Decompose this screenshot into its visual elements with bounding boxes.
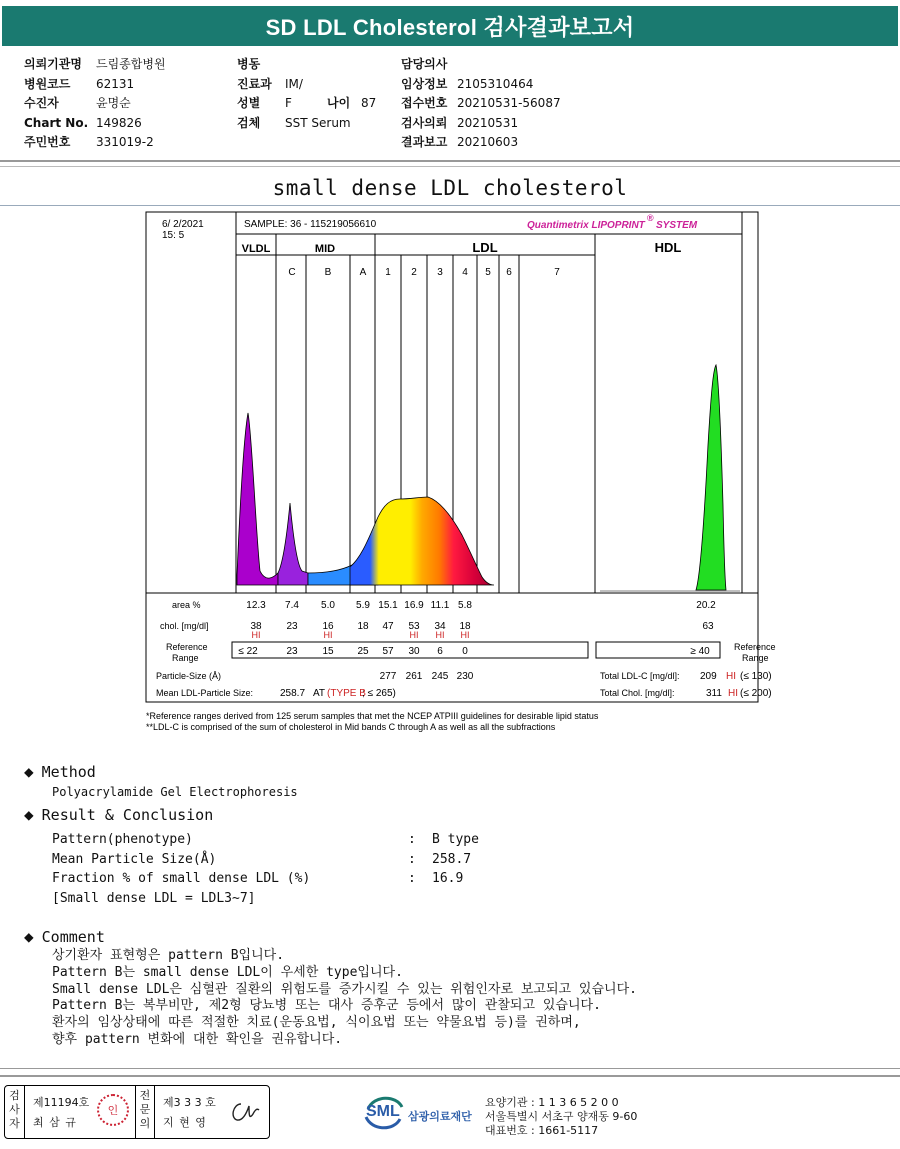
result-heading-text: Result & Conclusion [41, 806, 214, 824]
method-heading [24, 762, 96, 781]
total-chol-ref: (≤ 200) [740, 688, 772, 699]
page-title: small dense LDL cholesterol [272, 176, 628, 200]
band-label: C [288, 267, 296, 278]
band-label: A [359, 267, 367, 278]
sml-logo [364, 1093, 404, 1133]
result-note: [Small dense LDL = LDL3~7] [52, 891, 256, 906]
label-hospital: 의뢰기관명 [24, 57, 82, 71]
value-sex: F [285, 96, 292, 110]
info-col-1 [24, 55, 166, 153]
area-value: 15.1 [378, 600, 398, 611]
inspector-no: 제11194호 [33, 1096, 90, 1109]
chart-sample: SAMPLE: 36 - 115219056610 [244, 219, 377, 230]
value-clinical-info: 2105310464 [457, 76, 534, 91]
band-label: 7 [554, 267, 560, 278]
ref-value: 57 [382, 646, 394, 657]
particle-label: Particle-Size (Å) [156, 671, 222, 681]
label-department: 진료과 [237, 76, 272, 91]
mean-label: Mean LDL-Particle Size: [156, 688, 254, 698]
area-value: 12.3 [246, 600, 266, 611]
total-chol-hi: HI [728, 688, 738, 699]
band-label: 5 [485, 267, 491, 278]
ref-value: 25 [357, 646, 369, 657]
diamond-icon: ◆ [24, 762, 34, 781]
ref-value: ≥ 40 [690, 646, 710, 657]
chol-value: 18 [459, 621, 471, 632]
label-clinical-info: 임상정보 [401, 76, 448, 91]
ref-value: 30 [408, 646, 420, 657]
chol-value: 18 [357, 621, 369, 632]
group-vldl: VLDL [241, 243, 271, 255]
result-key: Fraction % of small dense LDL (%) [52, 871, 311, 886]
result-key: Mean Particle Size(Å) [52, 852, 217, 867]
label-specimen: 검체 [237, 115, 261, 130]
comment-line: 환자의 임상상태에 따른 적절한 치료(운동요법, 식이요법 또는 약물요법 등)를 권하며, [52, 1015, 581, 1031]
band-label: 1 [385, 267, 391, 278]
method-text: Polyacrylamide Gel Electrophoresis [52, 785, 298, 799]
chart-time: 15: 5 [162, 230, 185, 241]
group-hdl: HDL [654, 240, 682, 255]
signature-box [4, 1085, 270, 1139]
inspector-name: 최 삼 규 [33, 1116, 77, 1129]
group-mid: MID [314, 243, 336, 255]
ref-value: 0 [462, 646, 468, 657]
chart-brand-system: SYSTEM [656, 220, 698, 231]
label-ward: 병동 [237, 57, 261, 71]
row-chol-label: chol. [mg/dl] [160, 621, 209, 631]
chol-value: 23 [286, 621, 298, 632]
label-receipt-no: 접수번호 [401, 96, 448, 110]
result-key: Pattern(phenotype) [52, 832, 193, 847]
value-hospital: 드림종합병원 [96, 57, 166, 71]
chol-value: 34 [434, 621, 446, 632]
area-value: 7.4 [285, 600, 299, 611]
mean-type: (TYPE B [327, 688, 366, 699]
hi-flag: HI [251, 630, 261, 640]
result-colon: : [408, 852, 416, 867]
value-specimen: SST Serum [285, 115, 351, 130]
value-request-date: 20210531 [457, 115, 519, 130]
result-colon: : [408, 871, 416, 886]
chart-brand-mark: ® [647, 213, 654, 223]
footnote-1: *Reference ranges derived from 125 serum samples that met the NCEP ATPIII guidelines for desirable lipid status [146, 711, 599, 721]
chart-date: 6/ 2/2021 [162, 219, 204, 230]
result-value: 258.7 [432, 852, 472, 867]
comment-body [52, 948, 637, 1049]
comment-line: Pattern B는 복부비만, 제2형 당뇨병 또는 대사 증후군 등에서 많이 관찰되고 있습니다. [52, 998, 601, 1014]
report-title: SD LDL Cholesterol 검사결과보고서 [2, 6, 898, 46]
result-value: 16.9 [432, 871, 464, 886]
label-age: 나이 [327, 96, 351, 110]
chol-value: 53 [408, 621, 420, 632]
total-ldl-hi: HI [726, 671, 736, 682]
total-ldl-label: Total LDL-C [mg/dl]: [600, 671, 680, 681]
sml-logo-text: SML [366, 1103, 400, 1120]
comment-heading [24, 927, 105, 946]
divider [0, 1068, 900, 1069]
band-label: 2 [411, 267, 417, 278]
chol-value: 38 [250, 621, 262, 632]
total-chol-label: Total Chol. [mg/dl]: [600, 688, 675, 698]
particle-value: 245 [431, 671, 449, 682]
chol-value: 47 [382, 621, 394, 632]
inspector-seal: 인 [97, 1094, 129, 1126]
area-value: 5.9 [356, 600, 370, 611]
comment-line: Small dense LDL은 심혈관 질환의 위험도를 증가시킬 수 있는 위험인자로 보고되고 있습니다. [52, 981, 637, 997]
chol-value: 63 [702, 621, 714, 632]
area-value: 5.8 [458, 600, 472, 611]
ref-value: 23 [286, 646, 298, 657]
band-label: 6 [506, 267, 512, 278]
org-address: 서울특별시 서초구 양재동 9-60 [485, 1110, 638, 1123]
ref-value: 6 [437, 646, 443, 657]
comment-line: Pattern B는 small dense LDL이 우세한 type입니다. [52, 964, 403, 980]
divider [0, 166, 900, 167]
footnote-2: **LDL-C is comprised of the sum of cholesterol in Mid bands C through A as well as all the subfractions [146, 722, 556, 732]
value-age: 87 [361, 96, 377, 110]
divider [0, 1075, 900, 1077]
label-patient: 수진자 [24, 96, 59, 110]
result-heading [24, 805, 213, 824]
label-report-date: 결과보고 [401, 135, 448, 149]
area-value: 5.0 [321, 600, 335, 611]
chart-frame [146, 212, 758, 702]
row-ref-label-right: Range [742, 653, 769, 663]
value-resident-no: 331019-2 [96, 135, 154, 149]
total-chol-value: 311 [706, 688, 722, 699]
label-hospital-code: 병원코드 [24, 76, 71, 91]
result-colon: : [408, 832, 416, 847]
divider [0, 160, 900, 162]
org-name: 삼광의료재단 [408, 1110, 472, 1123]
particle-value: 261 [405, 671, 423, 682]
mean-at: AT [313, 688, 326, 699]
value-receipt-no: 20210531-56087 [457, 96, 561, 110]
hi-flag: HI [435, 630, 445, 640]
band-label: B [324, 267, 332, 278]
signature-icon [227, 1096, 263, 1126]
label-doctor: 담당의사 [401, 57, 448, 71]
particle-value: 230 [456, 671, 474, 682]
label-request-date: 검사의뢰 [401, 115, 448, 130]
total-ldl-ref: (≤ 130) [740, 671, 772, 682]
value-department: IM/ [285, 76, 303, 91]
value-patient: 윤명순 [96, 96, 131, 110]
mean-value: 258.7 [280, 688, 306, 699]
area-value: 20.2 [696, 600, 716, 611]
area-value: 11.1 [430, 600, 450, 611]
band-label: 3 [437, 267, 443, 278]
total-ldl-value: 209 [700, 671, 717, 682]
comment-line: 상기환자 표현형은 pattern B입니다. [52, 948, 285, 963]
row-ref-label: Reference [166, 642, 208, 652]
inspector-label: 검사자 [5, 1086, 25, 1138]
ref-value: 15 [322, 646, 334, 657]
label-resident-no: 주민번호 [24, 135, 71, 149]
lipoprint-chart [0, 205, 900, 765]
diamond-icon: ◆ [24, 927, 34, 946]
ref-value: ≤ 22 [238, 646, 258, 657]
value-chart-no: 149826 [96, 115, 142, 130]
comment-line: 향후 pattern 변화에 대한 확인을 권유합니다. [52, 1031, 343, 1047]
diamond-icon: ◆ [24, 805, 34, 824]
label-chart-no: Chart No. [24, 115, 89, 130]
specialist-name: 지 현 영 [163, 1116, 207, 1129]
chart-brand: Quantimetrix LIPOPRINT [527, 220, 645, 231]
group-ldl: LDL [472, 240, 498, 255]
comment-heading-text: Comment [41, 928, 105, 946]
info-col-2 [237, 55, 376, 133]
hi-flag: HI [460, 630, 470, 640]
area-value: 16.9 [404, 600, 424, 611]
hi-flag: HI [323, 630, 333, 640]
label-sex: 성별 [237, 96, 261, 110]
value-hospital-code: 62131 [96, 76, 135, 91]
particle-value: 277 [379, 671, 397, 682]
mean-ref: ; ≤ 265) [362, 688, 396, 699]
info-col-3 [401, 55, 561, 153]
row-area-label: area % [172, 600, 201, 610]
chol-value: 16 [322, 621, 334, 632]
specialist-no: 제3 3 3 호 [163, 1096, 216, 1109]
hi-flag: HI [409, 630, 419, 640]
method-heading-text: Method [41, 763, 96, 781]
org-phone: 대표번호 : 1661-5117 [485, 1124, 599, 1137]
row-ref-label-right: Reference [734, 642, 776, 652]
result-value: B type [432, 832, 479, 847]
specialist-label: 전문의 [135, 1086, 155, 1138]
row-ref-label: Range [172, 653, 199, 663]
band-label: 4 [462, 267, 468, 278]
value-report-date: 20210603 [457, 135, 519, 149]
org-code: 요양기관 : 1 1 3 6 5 2 0 0 [485, 1096, 619, 1109]
